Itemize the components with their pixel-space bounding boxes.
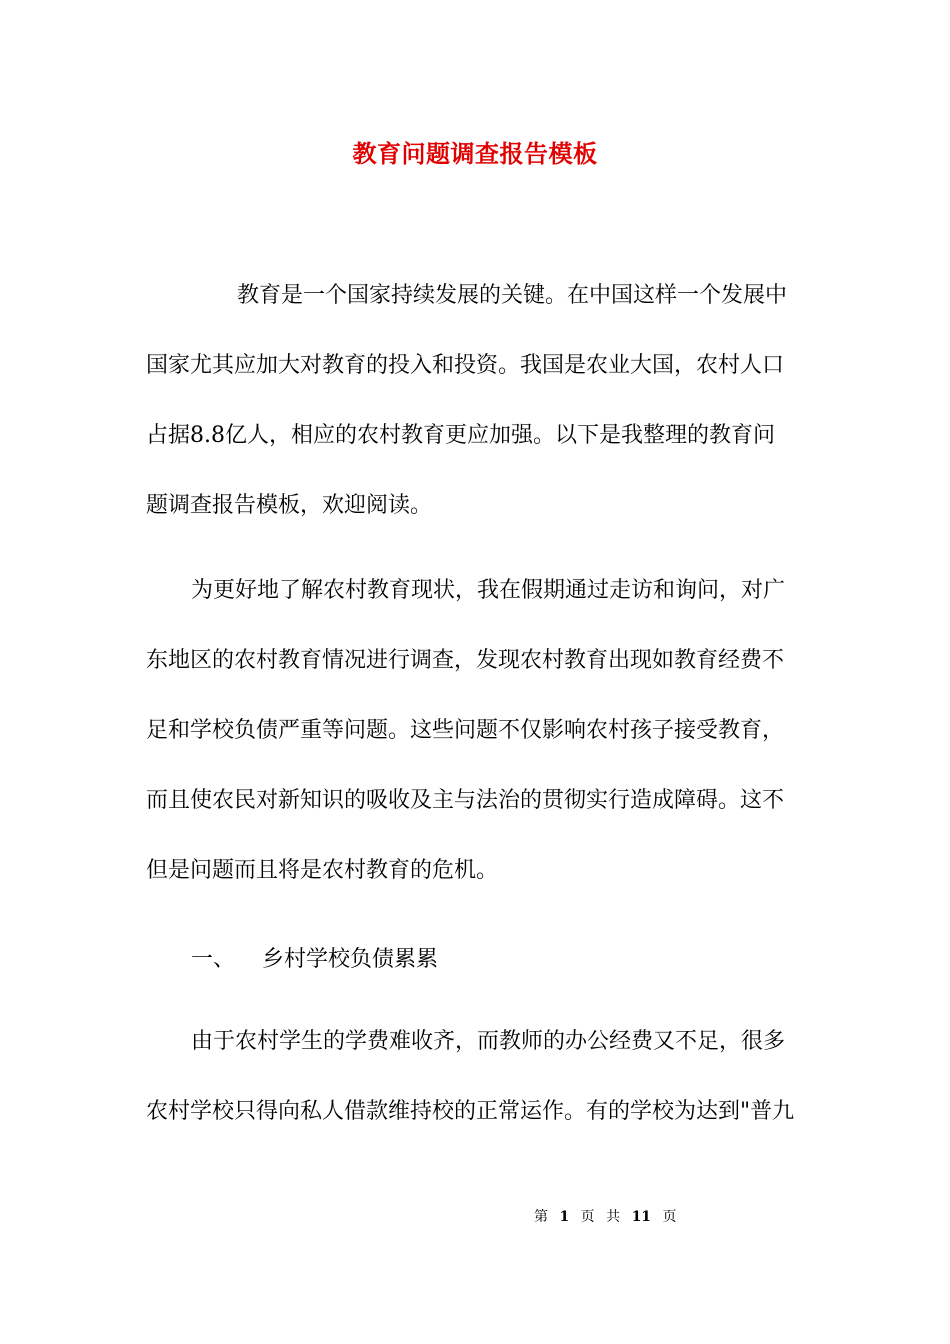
text-line: 由于农村学生的学费难收齐，而教师的办公经费又不足，很多 — [191, 1029, 786, 1054]
footer-suffix: 页 — [662, 1209, 677, 1225]
footer-current-page: 1 — [559, 1209, 570, 1225]
footer-prefix: 第 — [534, 1209, 548, 1225]
paragraph-survey-cont-4 — [146, 851, 810, 891]
section-heading-1 — [146, 940, 810, 980]
document-title: 教育问题调查报告模板 — [352, 139, 598, 168]
text-line: 题调查报告模板，欢迎阅读。 — [146, 493, 433, 518]
footer-middle-2: 共 — [606, 1209, 621, 1225]
paragraph-survey-cont-3 — [146, 781, 810, 821]
section-heading-text: 一、 乡村学校负债累累 — [191, 947, 438, 972]
paragraph-survey-cont-2 — [146, 711, 810, 751]
paragraph-intro-cont-2 — [146, 416, 810, 456]
paragraph-intro — [146, 276, 810, 316]
page-number-footer — [534, 1207, 677, 1227]
text-line: 为更好地了解农村教育现状，我在假期通过走访和询问，对广 — [191, 578, 786, 603]
paragraph-survey-cont-1 — [146, 641, 810, 681]
text-line: 东地区的农村教育情况进行调查，发现农村教育出现如教育经费不 — [146, 648, 785, 673]
text-line: 教育是一个国家持续发展的关键。在中国这样一个发展中 — [237, 283, 788, 308]
text-line: 而且使农民对新知识的吸收及主与法治的贯彻实行造成障碍。这不 — [146, 788, 785, 813]
text-line: 占据8.8亿人，相应的农村教育更应加强。以下是我整理的教育问 — [146, 423, 775, 448]
text-line: 足和学校负债严重等问题。这些问题不仅影响农村孩子接受教育， — [146, 718, 785, 743]
text-line: 国家尤其应加大对教育的投入和投资。我国是农业大国，农村人口 — [146, 353, 785, 378]
paragraph-debt — [146, 1022, 810, 1062]
paragraph-intro-cont-1 — [146, 346, 810, 386]
paragraph-debt-cont-1 — [146, 1092, 810, 1132]
text-line: 但是问题而且将是农村教育的危机。 — [146, 858, 499, 883]
footer-middle-1: 页 — [580, 1209, 595, 1225]
paragraph-survey — [146, 571, 810, 611]
text-line: 农村学校只得向私人借款维持校的正常运作。有的学校为达到"普九 — [146, 1099, 795, 1124]
footer-total-pages: 11 — [631, 1209, 652, 1225]
paragraph-intro-cont-3 — [146, 486, 810, 526]
